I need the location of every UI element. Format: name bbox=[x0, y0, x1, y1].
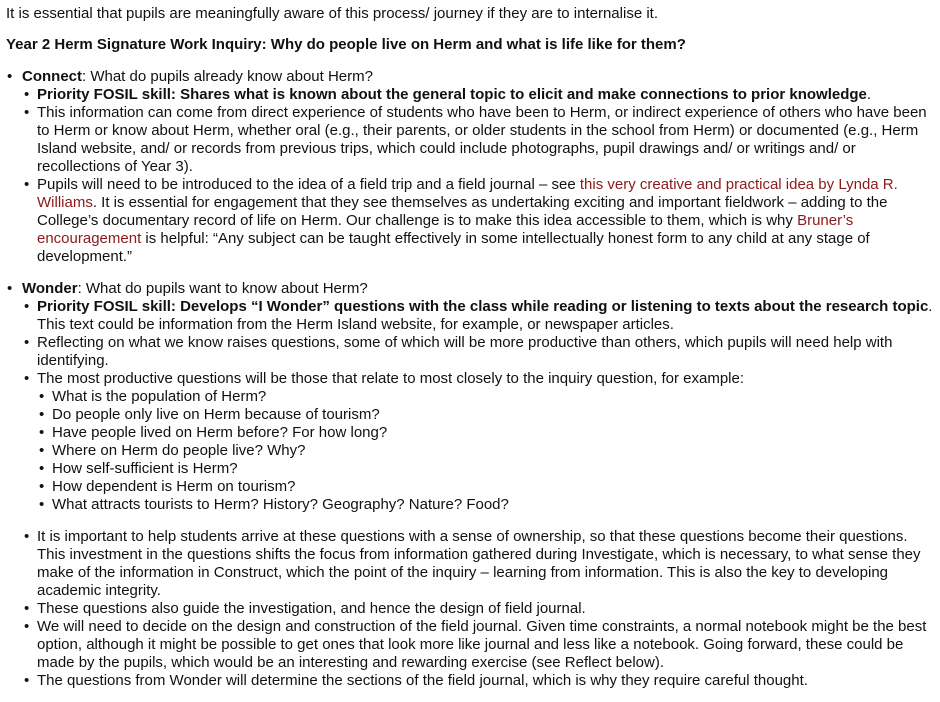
wonder-sections: • The questions from Wonder will determine the sections of the field journal, which is why they require careful thought. bbox=[22, 672, 934, 690]
connect-info: • This information can come from direct experience of students who have been to Herm, or indirect experience of others who have been to Herm or know about Herm, whether oral (e.g., their parents, or older students in the school from Herm) or documented (e.g., Herm Island website, and/ or records from previous trips, which could include photographs, pupil drawings and/ or writings and/ or recollections of Year 3). bbox=[22, 104, 934, 176]
example-questions bbox=[37, 388, 934, 514]
wonder-skill-end: . This text could be information from the Herm Island website, for example, or newspaper articles. bbox=[37, 298, 933, 333]
wonder-reflecting: • Reflecting on what we know raises questions, some of which will be more productive than others, which pupils will need help with identifying. bbox=[22, 334, 934, 370]
bruner-encouragement-link[interactable]: Bruner’s encouragement bbox=[37, 212, 854, 247]
example-question: • Where on Herm do people live? Why? bbox=[37, 442, 934, 460]
lynda-williams-link[interactable]: this very creative and practical idea by Lynda R. Williams bbox=[37, 176, 898, 211]
example-question: • How dependent is Herm on tourism? bbox=[37, 478, 934, 496]
connect-skill-end: . bbox=[866, 86, 872, 103]
stage-wonder bbox=[6, 280, 934, 690]
wonder-guide: • These questions also guide the investigation, and hence the design of field journal. bbox=[22, 600, 934, 618]
connect-fieldtrip bbox=[22, 176, 934, 266]
example-question: • Have people lived on Herm before? For how long? bbox=[37, 424, 934, 442]
example-question: • Do people only live on Herm because of tourism? bbox=[37, 406, 934, 424]
connect-points bbox=[22, 86, 934, 266]
wonder-design: • We will need to decide on the design and construction of the field journal. Given time constraints, a normal notebook might be the best option, although it might be possible to get ones that look more like journal and less like a notebook. Going forward, these could be made by the pupils, which would be an interesting and rewarding exercise (see Reflect below). bbox=[22, 618, 934, 672]
example-question: • What is the population of Herm? bbox=[37, 388, 934, 406]
fieldtrip-text-b: . It is essential for engagement that they see themselves as undertaking exciting and important fieldwork – adding to the College’s documentary record of life on Herm. Our challenge is to make this idea accessible to them, which is why bbox=[37, 194, 888, 229]
wonder-title: Wonder bbox=[22, 280, 78, 297]
productive-text: The most productive questions will be those that relate to most closely to the inquiry question, for example: bbox=[37, 370, 745, 387]
inquiry-heading: Year 2 Herm Signature Work Inquiry: Why do people live on Herm and what is life like for them? bbox=[6, 36, 686, 53]
stage-list bbox=[6, 68, 934, 690]
connect-question: : What do pupils already know about Herm? bbox=[82, 68, 373, 85]
stage-connect bbox=[6, 68, 934, 266]
fieldtrip-text-c: is helpful: “Any subject can be taught effectively in some intellectually honest form to any child at any stage of development.” bbox=[37, 230, 870, 265]
example-question: • What attracts tourists to Herm? History? Geography? Nature? Food? bbox=[37, 496, 934, 514]
wonder-skill-bold: Priority FOSIL skill: Develops “I Wonder” questions with the class while reading or listening to texts about the research topic bbox=[37, 298, 929, 315]
intro-paragraph: It is essential that pupils are meaningfully aware of this process/ journey if they are to internalise it. bbox=[6, 5, 658, 22]
wonder-productive bbox=[22, 370, 934, 514]
wonder-skill bbox=[22, 298, 934, 334]
example-question: • How self-sufficient is Herm? bbox=[37, 460, 934, 478]
connect-title: Connect bbox=[22, 68, 82, 85]
fieldtrip-text-a: Pupils will need to be introduced to the idea of a field trip and a field journal – see bbox=[37, 176, 580, 193]
connect-skill-bold: Priority FOSIL skill: Shares what is known about the general topic to elicit and make connections to prior knowledge bbox=[37, 86, 867, 103]
connect-skill bbox=[22, 86, 934, 104]
wonder-ownership: • It is important to help students arrive at these questions with a sense of ownership, so that these questions become their questions. This investment in the questions shifts the focus from information gathered during Investigate, which is necessary, to what sense they make of the information in Construct, which the point of the inquiry – learning from information. This is also the key to developing academic integrity. bbox=[22, 528, 934, 600]
wonder-points bbox=[22, 298, 934, 690]
wonder-question: : What do pupils want to know about Herm? bbox=[77, 280, 368, 297]
